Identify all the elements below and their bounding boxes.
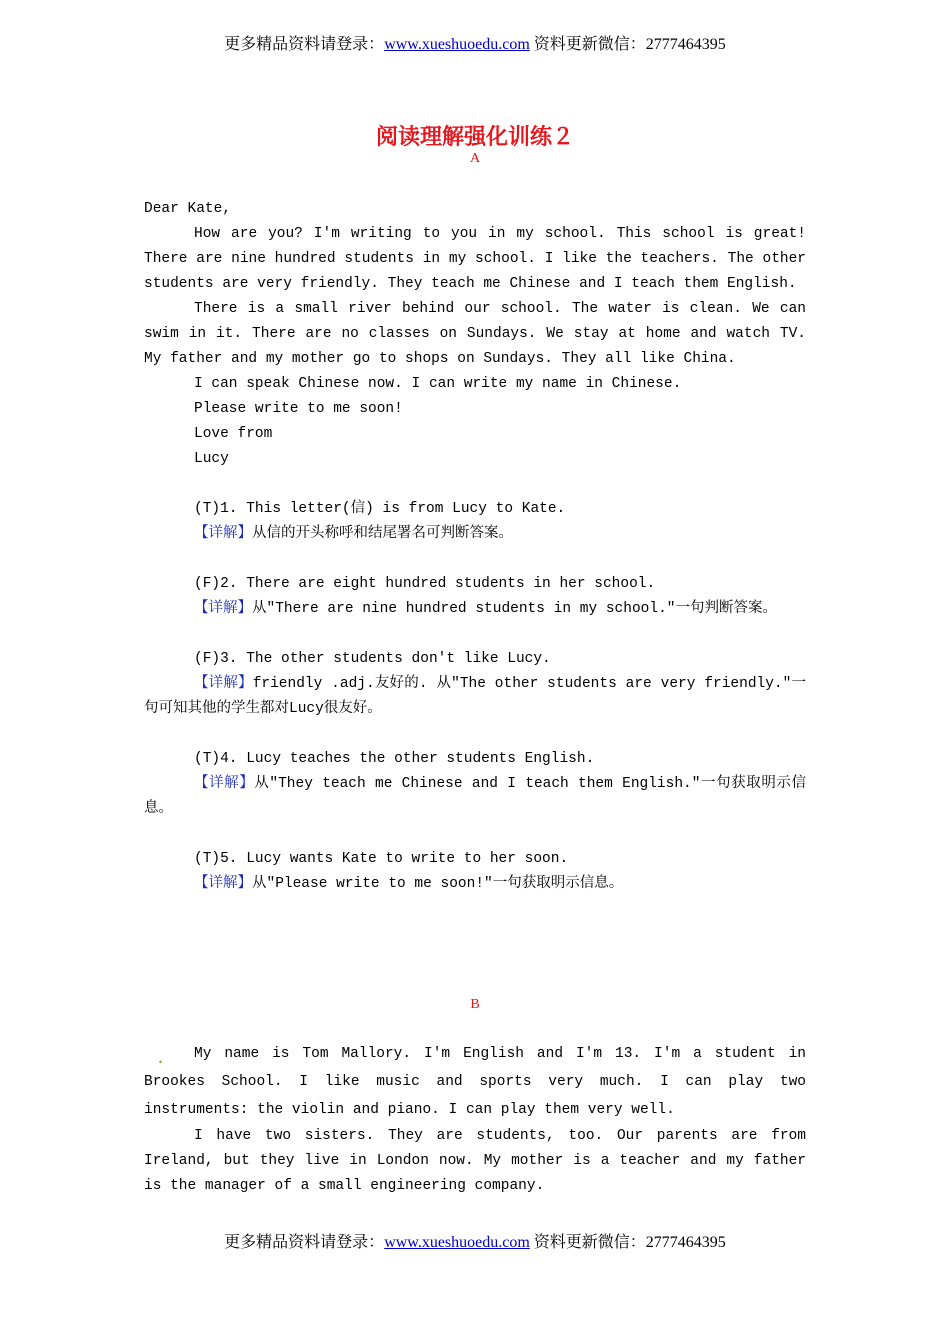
page-header: [0, 31, 950, 54]
header-link[interactable]: www.xueshuoedu.com: [384, 36, 530, 53]
footer-link[interactable]: www.xueshuoedu.com: [384, 1234, 530, 1251]
question-5: (T)5. Lucy wants Kate to write to her soon.: [194, 851, 569, 867]
passage-paragraph: I have two sisters. They are students, too. Our parents are from Ireland, but they live in London now. My mother is a teacher and my father is the manager of a small engineering company.: [144, 1128, 806, 1194]
letter-paragraph: There is a small river behind our school. The water is clean. We can swim in it. There are no classes on Sundays. We stay at home and watch TV. My father and my mother go to shops on Sundays. They all like China.: [144, 301, 806, 367]
footer-prefix: 更多精品资料请登录：: [224, 1234, 385, 1251]
page-footer: [0, 1229, 950, 1252]
section-b-label: B: [470, 997, 480, 1012]
explanation-1: [144, 522, 806, 547]
explanation-text: 从"Please write to me soon!"一句获取明示信息。: [252, 876, 624, 892]
question-4: (T)4. Lucy teaches the other students English.: [194, 751, 595, 767]
question-1: (T)1. This letter(信) is from Lucy to Kate.: [194, 501, 566, 517]
letter-greeting: Dear Kate,: [144, 201, 232, 217]
explanation-tag: 【详解】: [194, 776, 255, 792]
question-3: (F)3. The other students don't like Lucy.: [194, 651, 551, 667]
letter-closing: Love from: [194, 426, 273, 442]
stray-mark-dot: .: [158, 1046, 163, 1068]
explanation-2: [144, 597, 806, 622]
explanation-tag: 【详解】: [194, 876, 252, 892]
section-a-label: A: [469, 151, 481, 166]
explanation-text: 从信的开头称呼和结尾署名可判断答案。: [252, 526, 513, 542]
letter-paragraph: How are you? I'm writing to you in my school. This school is great! There are nine hundred students in my school. I like the teachers. The other students are very friendly. They teach me Chinese and I teach them English.: [144, 226, 806, 292]
section-b: [144, 1040, 806, 1199]
footer-suffix: 资料更新微信：2777464395: [529, 1234, 726, 1251]
explanation-tag: 【详解】: [194, 601, 252, 617]
header-suffix: 资料更新微信：2777464395: [529, 36, 726, 53]
letter-signature: Lucy: [194, 451, 229, 467]
letter-paragraph: Please write to me soon!: [194, 401, 403, 417]
question-2: (F)2. There are eight hundred students in her school.: [194, 576, 656, 592]
explanation-tag: 【详解】: [194, 526, 252, 542]
explanation-tag: 【详解】: [194, 676, 253, 692]
explanation-3: [144, 672, 806, 722]
explanation-4: [144, 772, 806, 822]
passage-paragraph: My name is Tom Mallory. I'm English and I'm 13. I'm a student in Brookes School. I like music and sports very much. I can play two instruments: the violin and piano. I can play them very well.: [144, 1046, 806, 1118]
explanation-text: friendly .adj.友好的. 从"The other students are very friendly."一句可知其他的学生都对Lucy很友好。: [144, 676, 806, 717]
explanation-5: [144, 872, 806, 897]
section-a: [144, 197, 806, 897]
header-prefix: 更多精品资料请登录：: [224, 36, 385, 53]
explanation-text: 从"There are nine hundred students in my school."一句判断答案。: [252, 601, 777, 617]
letter-paragraph: I can speak Chinese now. I can write my name in Chinese.: [194, 376, 682, 392]
explanation-text: 从"They teach me Chinese and I teach them English."一句获取明示信息。: [144, 776, 806, 817]
page-title: 阅读理解强化训练２: [375, 125, 574, 150]
